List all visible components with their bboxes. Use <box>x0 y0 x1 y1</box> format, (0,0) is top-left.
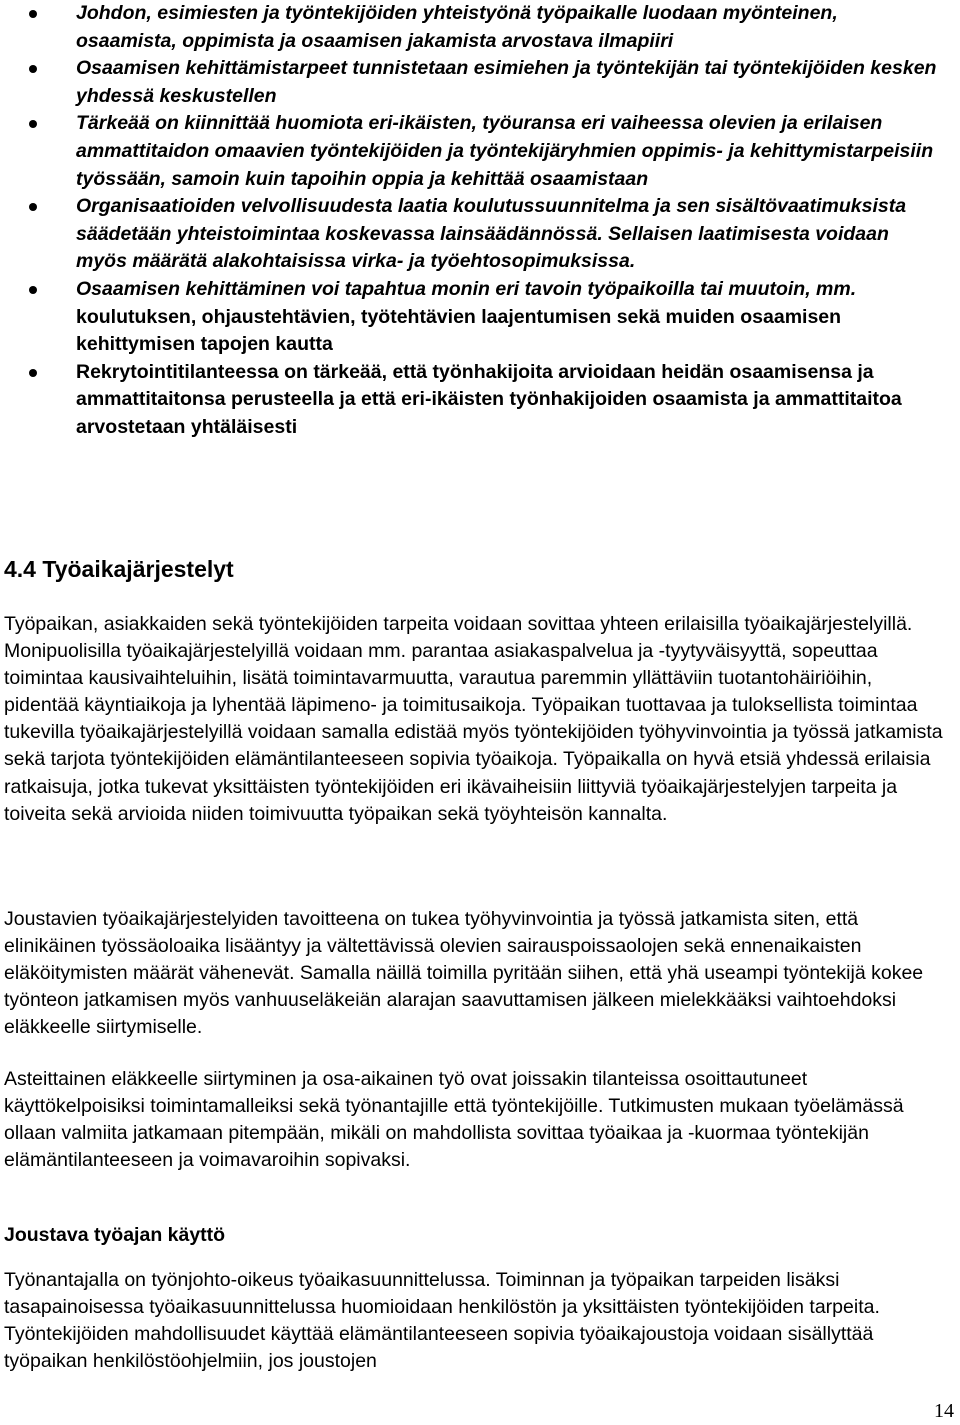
paragraph: Työpaikan, asiakkaiden sekä työntekijöiden tarpeita voidaan sovittaa yhteen erilaisilla työaikajärjestelyillä. Monipuolisilla työaikajärjestelyillä voidaan mm. parantaa asiakaspalvelua ja -tyytyväisyyttä, sopeuttaa toimintaa kausivaihteluihin, lisätä toimintavarmuutta, varautua paremmin yllättäviin tuotantohäiriöihin, pidentää käyntiaikoja ja lyhentää läpimeno- ja toimitusaikoja. Työpaikan tuottavaa ja tuloksellista toimintaa tukevilla työaikajärjestelyillä voidaan samalla edistää myös työntekijöiden työhyvinvointia ja työssä jatkamista sekä tarjota työntekijöiden elämäntilanteeseen sopivia työaikoja. Työpaikalla on hyvä etsiä yhdessä erilaisia ratkaisuja, jotka tukevat yksittäisten työntekijöiden eri ikävaiheisiin liittyviä työaikajärjestelyjen tarpeita ja toiveita sekä arvioida niiden toimivuutta työpaikan sekä työyhteisön kannalta. <box>4 613 943 825</box>
paragraph: Joustavien työaikajärjestelyiden tavoitteena on tukea työhyvinvointia ja työssä jatkamista siten, että elinikäinen työssäoloaika lisääntyy ja vältettävissä olevien sairauspoissaolojen sekä ennenaikaisten eläköitymisten määrät vähenevät. Samalla näillä toimilla pyritään siihen, että yhä useampi työntekijä kokee työnteon jatkamisen myös vanhuuseläkeiän alarajan saavuttamisen jälkeen mielekkääksi vaihtoehdoksi eläkkeelle siirtymiselle. <box>4 908 924 1039</box>
bullet-list <box>0 0 960 442</box>
bullet-text: Rekrytointitilanteessa on tärkeää, että työnhakijoita arvioidaan heidän osaamisensa ja ammattitaitonsa perusteella ja että eri-ikäisten työnhakijoiden osaamista ja ammattitaitoa arvostetaan yhtäläisesti <box>76 360 902 438</box>
bullet-icon <box>29 120 37 128</box>
bullet-icon <box>29 10 37 18</box>
paragraph: Asteittainen eläkkeelle siirtyminen ja osa-aikainen työ ovat joissakin tilanteissa osoittautuneet käyttökelpoisiksi toimintamalleiksi sekä työnantajille että työntekijöille. Tutkimusten mukaan työelämässä ollaan valmiita jatkamaan pitempään, mikäli on mahdollista sovittaa työaikaa ja -kuormaa työntekijän elämäntilanteeseen ja voimavaroihin sopivaksi. <box>4 1068 904 1172</box>
bullet-item <box>0 55 960 110</box>
subsection-heading: Joustava työajan käyttö <box>4 1224 226 1246</box>
bullet-icon <box>29 65 37 73</box>
bullet-text: Organisaatioiden velvollisuudesta laatia koulutussuunnitelma ja sen sisältövaatimuksista säädetään yhteistoimintaa koskevassa lainsäädännössä. Sellaisen laatimisesta voidaan myös määrätä alakohtaisissa virka- ja työehtosopimuksissa. <box>76 195 907 273</box>
bullet-text: Tärkeää on kiinnittää huomiota eri-ikäisten, työuransa eri vaiheessa olevien ja erilaisen ammattitaidon omaavien työntekijöiden ja työntekijäryhmien oppimis- ja kehittymistarpeisiin työssään, samoin kuin tapoihin oppia ja kehittää osaamistaan <box>76 112 934 190</box>
bullet-item <box>0 276 960 359</box>
bullet-item <box>0 0 960 55</box>
section-heading: 4.4 Työaikajärjestelyt <box>4 556 234 582</box>
bullet-icon <box>29 203 37 211</box>
page-number: 14 <box>934 1400 954 1422</box>
bullet-text: Osaamisen kehittämistarpeet tunnistetaan esimiehen ja työntekijän tai työntekijöiden kesken yhdessä keskustellen <box>76 57 937 107</box>
paragraph: Työnantajalla on työnjohto-oikeus työaikasuunnittelussa. Toiminnan ja työpaikan tarpeiden lisäksi tasapainoisessa työaikasuunnittelussa huomioidaan henkilöstön ja yksittäisten työntekijöiden tarpeita. Työntekijöiden mahdollisuudet käyttää elämäntilanteeseen sopivia työaikajoustoja voidaan sisällyttää työpaikan henkilöstöohjelmiin, jos joustojen <box>4 1269 880 1373</box>
bullet-text: Johdon, esimiesten ja työntekijöiden yhteistyönä työpaikalle luodaan myönteinen, osaamista, oppimista ja osaamisen jakamista arvostava ilmapiiri <box>76 2 838 52</box>
bullet-item <box>0 359 960 442</box>
bullet-text-upright: koulutuksen, ohjaustehtävien, työtehtävien laajentumisen sekä muiden osaamisen kehittymisen tapojen kautta <box>76 305 842 356</box>
bullet-item <box>0 193 960 276</box>
bullet-icon <box>29 369 37 377</box>
bullet-text-italic: Osaamisen kehittäminen voi tapahtua monin eri tavoin työpaikoilla tai muutoin, mm. <box>76 277 857 300</box>
bullet-item <box>0 110 960 193</box>
bullet-icon <box>29 286 37 294</box>
